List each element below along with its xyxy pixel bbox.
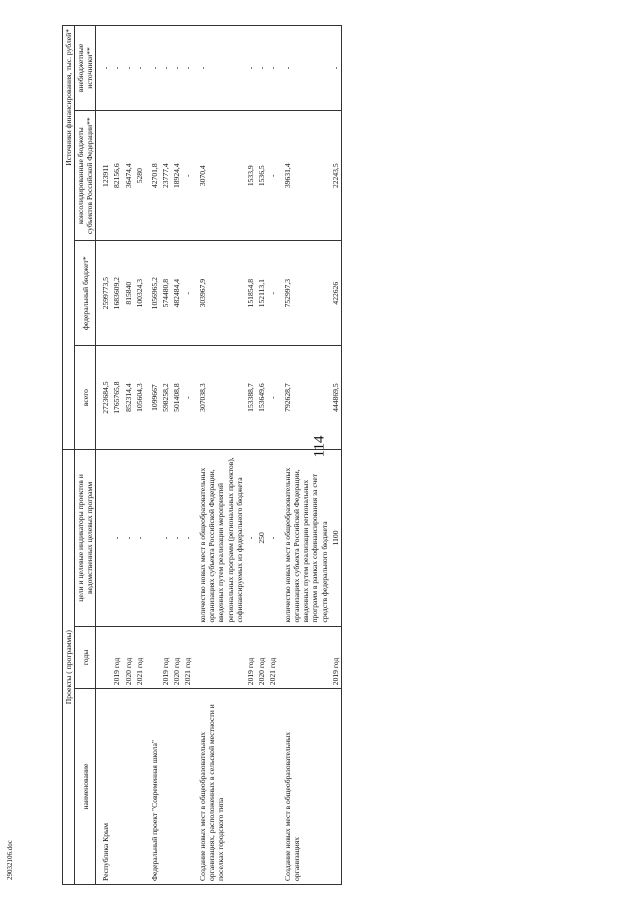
- row-total: 1099667: [145, 345, 160, 449]
- row-name: [171, 689, 182, 885]
- row-regional: 36474,4: [123, 110, 134, 241]
- row-indicator: -: [160, 450, 171, 626]
- row-name: [123, 689, 134, 885]
- row-federal: 1683609,2: [111, 241, 122, 345]
- row-federal: 303967,9: [193, 241, 245, 345]
- row-year: 2019 год: [160, 626, 171, 689]
- row-extra: -: [160, 26, 171, 111]
- row-federal: 482484,4: [171, 241, 182, 345]
- row-total: 444869,5: [330, 345, 342, 449]
- row-federal: 152113,1: [256, 241, 267, 345]
- row-extra: -: [182, 26, 193, 111]
- row-extra: -: [134, 26, 145, 111]
- row-year: 2021 год: [267, 626, 278, 689]
- extra-header: внебюджетные источники**: [75, 26, 96, 111]
- row-total: -: [182, 345, 193, 449]
- table-row: [193, 26, 245, 885]
- table-row: [96, 26, 112, 885]
- row-regional: 23777,4: [160, 110, 171, 241]
- row-regional: -: [267, 110, 278, 241]
- row-year: [193, 626, 245, 689]
- row-name: [111, 689, 122, 885]
- table-row: [182, 26, 193, 885]
- row-indicator: -: [245, 450, 256, 626]
- row-year: [96, 626, 112, 689]
- row-regional: 1533,9: [245, 110, 256, 241]
- row-name: [182, 689, 193, 885]
- row-name: [160, 689, 171, 885]
- row-total: 1765765,8: [111, 345, 122, 449]
- row-federal: 422626: [330, 241, 342, 345]
- row-indicator: -: [267, 450, 278, 626]
- name-header: наименование: [75, 689, 96, 885]
- row-extra: -: [256, 26, 267, 111]
- row-name: [245, 689, 256, 885]
- row-year: 2019 год: [111, 626, 122, 689]
- total-header: всего: [75, 345, 96, 449]
- row-regional: 123911: [96, 110, 112, 241]
- row-indicator: 1100: [330, 450, 342, 626]
- row-federal: 574480,8: [160, 241, 171, 345]
- row-extra: -: [267, 26, 278, 111]
- row-name: Федеральный проект "Современная школа": [145, 689, 160, 885]
- table-row: [330, 26, 342, 885]
- row-indicator: -: [171, 450, 182, 626]
- row-total: 105604,3: [134, 345, 145, 449]
- row-extra: -: [330, 26, 342, 111]
- table-row: [160, 26, 171, 885]
- table-row: [278, 26, 330, 885]
- row-total: 153649,6: [256, 345, 267, 449]
- row-indicator: -: [134, 450, 145, 626]
- row-year: 2020 год: [171, 626, 182, 689]
- row-extra: -: [278, 26, 330, 111]
- row-name: [330, 689, 342, 885]
- row-total: 501408,8: [171, 345, 182, 449]
- funding-table: [62, 25, 342, 885]
- footer-filename: 29032106.doc: [6, 840, 14, 880]
- indicators-header: цели и целевые индикаторы проектов и ведомственных целевых программ: [75, 450, 96, 626]
- row-name: [267, 689, 278, 885]
- row-regional: 82156,6: [111, 110, 122, 241]
- table-row: [134, 26, 145, 885]
- table-row: [145, 26, 160, 885]
- row-name: [256, 689, 267, 885]
- row-total: 2723684,5: [96, 345, 112, 449]
- table-row: [171, 26, 182, 885]
- row-year: [145, 626, 160, 689]
- row-indicator: [96, 450, 112, 626]
- row-federal: 752997,3: [278, 241, 330, 345]
- row-regional: 18924,4: [171, 110, 182, 241]
- row-federal: 100324,3: [134, 241, 145, 345]
- years-header: годы: [75, 626, 96, 689]
- row-regional: 5280: [134, 110, 145, 241]
- row-regional: 1536,5: [256, 110, 267, 241]
- page-number: 114: [311, 435, 328, 458]
- row-name: Создание новых мест в общеобразовательных организациях, расположенных в сельской местности и поселках городского типа: [193, 689, 245, 885]
- row-federal: 151854,8: [245, 241, 256, 345]
- row-extra: -: [145, 26, 160, 111]
- row-regional: 39631,4: [278, 110, 330, 241]
- row-extra: -: [245, 26, 256, 111]
- row-year: 2021 год: [134, 626, 145, 689]
- row-regional: 3070,4: [193, 110, 245, 241]
- row-year: 2019 год: [330, 626, 342, 689]
- table-row: [111, 26, 122, 885]
- row-extra: -: [111, 26, 122, 111]
- row-indicator: количество новых мест в общеобразовательных организациях субъекта Российской Федерации, введенных путем реализации региональных программ в рамках софинансирования за счет средств федерального бюджета: [278, 450, 330, 626]
- row-indicator: количество новых мест в общеобразовательных организациях субъекта Российской Федерации, введенных путем реализации мероприятий региональных программ (региональных проектов), софинансируемых из федерального бюджета: [193, 450, 245, 626]
- row-year: 2020 год: [123, 626, 134, 689]
- row-indicator: [145, 450, 160, 626]
- row-total: 852314,4: [123, 345, 134, 449]
- row-total: 153388,7: [245, 345, 256, 449]
- row-indicator: -: [182, 450, 193, 626]
- row-year: 2019 год: [245, 626, 256, 689]
- table-row: [123, 26, 134, 885]
- row-regional: 42701,8: [145, 110, 160, 241]
- row-total: 792628,7: [278, 345, 330, 449]
- table-row: [267, 26, 278, 885]
- row-year: [278, 626, 330, 689]
- row-extra: -: [96, 26, 112, 111]
- row-extra: -: [171, 26, 182, 111]
- row-name: Республика Крым: [96, 689, 112, 885]
- table-row: [245, 26, 256, 885]
- regional-header: консолидированные бюджеты субъектов Российской Федерации**: [75, 110, 96, 241]
- row-federal: -: [182, 241, 193, 345]
- sources-group-header: Источники финансирования, тыс. рублей*: [63, 26, 75, 450]
- row-regional: -: [182, 110, 193, 241]
- row-regional: 22243,5: [330, 110, 342, 241]
- row-total: 598258,2: [160, 345, 171, 449]
- row-extra: -: [193, 26, 245, 111]
- federal-header: федеральный бюджет*: [75, 241, 96, 345]
- row-federal: -: [267, 241, 278, 345]
- row-extra: -: [123, 26, 134, 111]
- row-indicator: 250: [256, 450, 267, 626]
- row-federal: 2599773,5: [96, 241, 112, 345]
- funding-table-container: [62, 25, 624, 885]
- row-federal: 815840: [123, 241, 134, 345]
- row-total: -: [267, 345, 278, 449]
- row-year: 2020 год: [256, 626, 267, 689]
- row-name: [134, 689, 145, 885]
- table-row: [256, 26, 267, 885]
- row-name: Создание новых мест в общеобразовательных организациях: [278, 689, 330, 885]
- row-total: 307038,3: [193, 345, 245, 449]
- row-year: 2021 год: [182, 626, 193, 689]
- row-federal: 1056965,2: [145, 241, 160, 345]
- projects-group-header: Проекты ( программы): [63, 450, 75, 885]
- row-indicator: -: [123, 450, 134, 626]
- row-indicator: -: [111, 450, 122, 626]
